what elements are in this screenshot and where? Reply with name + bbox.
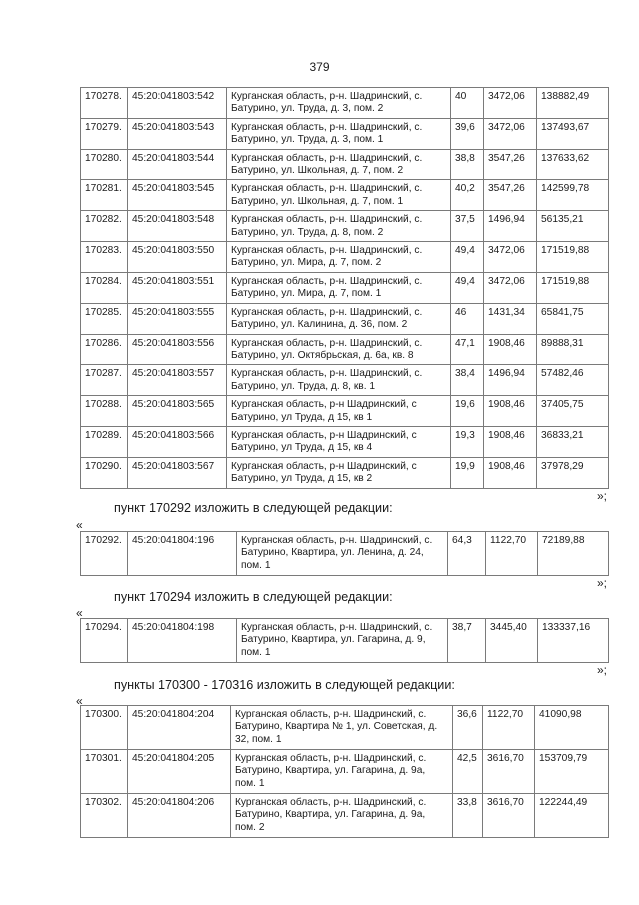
row-number-cell: 170294.	[81, 619, 128, 663]
address-cell: Курганская область, р-н. Шадринский, с. Батурино, Квартира, ул. Ленина, д. 24, пом. 1	[237, 532, 448, 576]
opening-quote-2: «	[76, 606, 83, 620]
row-number-cell: 170287.	[81, 365, 128, 396]
row-number-cell: 170278.	[81, 88, 128, 119]
area-cell: 37,5	[451, 211, 484, 242]
registry-table-1	[80, 87, 609, 489]
closing-quote-2: »;	[596, 576, 607, 590]
table-row	[81, 794, 609, 838]
unit-price-cell: 3445,40	[486, 619, 538, 663]
cadastral-number-cell: 45:20:041804:196	[128, 532, 237, 576]
registry-table-2-body	[81, 532, 609, 576]
cadastral-number-cell: 45:20:041804:205	[128, 750, 231, 794]
area-cell: 40	[451, 88, 484, 119]
row-number-cell: 170288.	[81, 396, 128, 427]
address-cell: Курганская область, р-н Шадринский, с Батурино, ул Труда, д 15, кв 1	[227, 396, 451, 427]
address-cell: Курганская область, р-н. Шадринский, с. Батурино, ул. Труда, д. 3, пом. 1	[227, 118, 451, 149]
table-row	[81, 619, 609, 663]
cadastral-number-cell: 45:20:041804:206	[128, 794, 231, 838]
row-number-cell: 170292.	[81, 532, 128, 576]
cadastral-number-cell: 45:20:041804:204	[128, 706, 231, 750]
address-cell: Курганская область, р-н. Шадринский, с. Батурино, ул. Школьная, д. 7, пом. 2	[227, 149, 451, 180]
total-cost-cell: 72189,88	[538, 532, 609, 576]
area-cell: 46	[451, 303, 484, 334]
registry-table-4-body	[81, 706, 609, 838]
unit-price-cell: 1908,46	[484, 334, 537, 365]
area-cell: 38,4	[451, 365, 484, 396]
opening-quote-3: «	[76, 694, 83, 708]
total-cost-cell: 138882,49	[537, 88, 609, 119]
unit-price-cell: 1908,46	[484, 426, 537, 457]
total-cost-cell: 133337,16	[538, 619, 609, 663]
address-cell: Курганская область, р-н. Шадринский, с. Батурино, Квартира, ул. Гагарина, д. 9а, пом. 2	[231, 794, 453, 838]
total-cost-cell: 41090,98	[535, 706, 609, 750]
row-number-cell: 170301.	[81, 750, 128, 794]
unit-price-cell: 3472,06	[484, 88, 537, 119]
total-cost-cell: 36833,21	[537, 426, 609, 457]
row-number-cell: 170302.	[81, 794, 128, 838]
area-cell: 36,6	[453, 706, 483, 750]
table-row	[81, 149, 609, 180]
row-number-cell: 170279.	[81, 118, 128, 149]
table-row	[81, 211, 609, 242]
area-cell: 33,8	[453, 794, 483, 838]
instruction-2: пункт 170294 изложить в следующей редакции:	[114, 590, 393, 604]
address-cell: Курганская область, р-н. Шадринский, с. Батурино, ул. Мира, д. 7, пом. 2	[227, 242, 451, 273]
unit-price-cell: 1122,70	[486, 532, 538, 576]
unit-price-cell: 3616,70	[483, 750, 535, 794]
unit-price-cell: 1908,46	[484, 457, 537, 488]
registry-table-3	[80, 618, 609, 663]
row-number-cell: 170286.	[81, 334, 128, 365]
area-cell: 19,9	[451, 457, 484, 488]
row-number-cell: 170284.	[81, 272, 128, 303]
table-row	[81, 303, 609, 334]
total-cost-cell: 57482,46	[537, 365, 609, 396]
registry-table-3-body	[81, 619, 609, 663]
table-row	[81, 334, 609, 365]
table-row	[81, 180, 609, 211]
total-cost-cell: 153709,79	[535, 750, 609, 794]
closing-quote-1: »;	[596, 489, 607, 503]
unit-price-cell: 1496,94	[484, 365, 537, 396]
cadastral-number-cell: 45:20:041803:551	[128, 272, 227, 303]
cadastral-number-cell: 45:20:041803:542	[128, 88, 227, 119]
unit-price-cell: 3472,06	[484, 272, 537, 303]
cadastral-number-cell: 45:20:041803:545	[128, 180, 227, 211]
cadastral-number-cell: 45:20:041803:543	[128, 118, 227, 149]
row-number-cell: 170282.	[81, 211, 128, 242]
table-row	[81, 365, 609, 396]
area-cell: 42,5	[453, 750, 483, 794]
row-number-cell: 170280.	[81, 149, 128, 180]
cadastral-number-cell: 45:20:041803:555	[128, 303, 227, 334]
cadastral-number-cell: 45:20:041803:548	[128, 211, 227, 242]
unit-price-cell: 3472,06	[484, 242, 537, 273]
area-cell: 39,6	[451, 118, 484, 149]
cadastral-number-cell: 45:20:041803:556	[128, 334, 227, 365]
total-cost-cell: 137493,67	[537, 118, 609, 149]
address-cell: Курганская область, р-н. Шадринский, с. Батурино, ул. Школьная, д. 7, пом. 1	[227, 180, 451, 211]
table-row	[81, 750, 609, 794]
address-cell: Курганская область, р-н. Шадринский, с. Батурино, Квартира, ул. Гагарина, д. 9, пом. 1	[237, 619, 448, 663]
opening-quote-1: «	[76, 518, 83, 532]
cadastral-number-cell: 45:20:041804:198	[128, 619, 237, 663]
address-cell: Курганская область, р-н Шадринский, с Батурино, ул Труда, д 15, кв 2	[227, 457, 451, 488]
row-number-cell: 170300.	[81, 706, 128, 750]
cadastral-number-cell: 45:20:041803:557	[128, 365, 227, 396]
table-row	[81, 118, 609, 149]
table-row	[81, 457, 609, 488]
instruction-1: пункт 170292 изложить в следующей редакции:	[114, 501, 393, 515]
cadastral-number-cell: 45:20:041803:565	[128, 396, 227, 427]
total-cost-cell: 37978,29	[537, 457, 609, 488]
unit-price-cell: 3547,26	[484, 180, 537, 211]
unit-price-cell: 1908,46	[484, 396, 537, 427]
area-cell: 38,7	[448, 619, 486, 663]
row-number-cell: 170283.	[81, 242, 128, 273]
table-row	[81, 242, 609, 273]
unit-price-cell: 3616,70	[483, 794, 535, 838]
address-cell: Курганская область, р-н. Шадринский, с. Батурино, Квартира, ул. Гагарина, д. 9а, пом. 1	[231, 750, 453, 794]
address-cell: Курганская область, р-н. Шадринский, с. Батурино, Квартира № 1, ул. Советская, д. 32, пом. 1	[231, 706, 453, 750]
address-cell: Курганская область, р-н. Шадринский, с. Батурино, ул. Калинина, д. 36, пом. 2	[227, 303, 451, 334]
address-cell: Курганская область, р-н. Шадринский, с. Батурино, ул. Труда, д. 3, пом. 2	[227, 88, 451, 119]
area-cell: 64,3	[448, 532, 486, 576]
registry-table-2	[80, 531, 609, 576]
area-cell: 40,2	[451, 180, 484, 211]
total-cost-cell: 142599,78	[537, 180, 609, 211]
row-number-cell: 170289.	[81, 426, 128, 457]
unit-price-cell: 1122,70	[483, 706, 535, 750]
row-number-cell: 170285.	[81, 303, 128, 334]
address-cell: Курганская область, р-н. Шадринский, с. Батурино, ул. Труда, д. 8, кв. 1	[227, 365, 451, 396]
area-cell: 19,6	[451, 396, 484, 427]
total-cost-cell: 171519,88	[537, 272, 609, 303]
unit-price-cell: 3547,26	[484, 149, 537, 180]
cadastral-number-cell: 45:20:041803:567	[128, 457, 227, 488]
address-cell: Курганская область, р-н. Шадринский, с. Батурино, ул. Октябрьская, д. 6а, кв. 8	[227, 334, 451, 365]
unit-price-cell: 1431,34	[484, 303, 537, 334]
total-cost-cell: 122244,49	[535, 794, 609, 838]
cadastral-number-cell: 45:20:041803:544	[128, 149, 227, 180]
table-row	[81, 88, 609, 119]
cadastral-number-cell: 45:20:041803:566	[128, 426, 227, 457]
table-row	[81, 396, 609, 427]
instruction-3: пункты 170300 - 170316 изложить в следующей редакции:	[114, 678, 455, 692]
area-cell: 49,4	[451, 272, 484, 303]
area-cell: 47,1	[451, 334, 484, 365]
address-cell: Курганская область, р-н Шадринский, с Батурино, ул Труда, д 15, кв 4	[227, 426, 451, 457]
total-cost-cell: 37405,75	[537, 396, 609, 427]
unit-price-cell: 3472,06	[484, 118, 537, 149]
table-row	[81, 532, 609, 576]
total-cost-cell: 89888,31	[537, 334, 609, 365]
total-cost-cell: 65841,75	[537, 303, 609, 334]
total-cost-cell: 137633,62	[537, 149, 609, 180]
cadastral-number-cell: 45:20:041803:550	[128, 242, 227, 273]
table-row	[81, 272, 609, 303]
closing-quote-3: »;	[596, 663, 607, 677]
address-cell: Курганская область, р-н. Шадринский, с. Батурино, ул. Труда, д. 8, пом. 2	[227, 211, 451, 242]
area-cell: 49,4	[451, 242, 484, 273]
page-number: 379	[309, 60, 330, 74]
registry-table-1-body	[81, 88, 609, 489]
total-cost-cell: 171519,88	[537, 242, 609, 273]
total-cost-cell: 56135,21	[537, 211, 609, 242]
row-number-cell: 170281.	[81, 180, 128, 211]
address-cell: Курганская область, р-н. Шадринский, с. Батурино, ул. Мира, д. 7, пом. 1	[227, 272, 451, 303]
table-row	[81, 426, 609, 457]
registry-table-4	[80, 705, 609, 838]
table-row	[81, 706, 609, 750]
area-cell: 38,8	[451, 149, 484, 180]
row-number-cell: 170290.	[81, 457, 128, 488]
area-cell: 19,3	[451, 426, 484, 457]
unit-price-cell: 1496,94	[484, 211, 537, 242]
